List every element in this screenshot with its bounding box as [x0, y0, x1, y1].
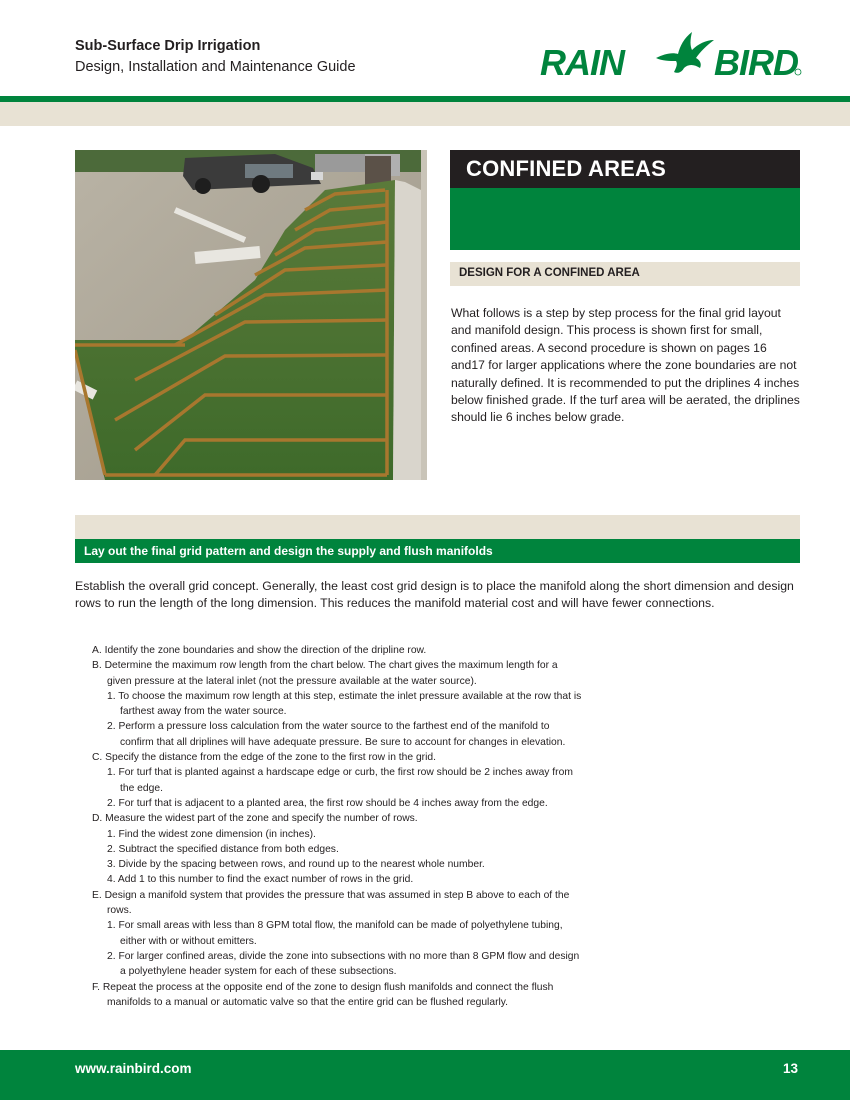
list-item: rows. [107, 905, 132, 917]
list-item: manifolds to a manual or automatic valve so that the entire grid can be flushed regularly. [107, 996, 509, 1008]
list-item: either with or without emitters. [120, 935, 257, 947]
list-item: F. Repeat the process at the opposite end of the zone to design flush manifolds and connect the flush [92, 981, 554, 993]
list-item: 2. For larger confined areas, divide the zone into subsections with no more than 8 GPM flow and design [107, 950, 580, 962]
grid-section-beige-bar [75, 515, 800, 539]
rain-bird-logo [538, 26, 804, 80]
section-title-green-band [450, 188, 800, 250]
list-item: C. Specify the distance from the edge of the zone to the first row in the grid. [92, 752, 436, 764]
list-item: 2. Subtract the specified distance from both edges. [107, 843, 339, 855]
section-title-bar [450, 150, 800, 188]
list-item: given pressure at the lateral inlet (not the pressure available at the water source). [107, 675, 477, 687]
list-item: 2. For turf that is adjacent to a planted area, the first row should be 4 inches away from the edge. [107, 797, 548, 809]
list-item: 1. Find the widest zone dimension (in inches). [107, 828, 316, 840]
section-title: CONFINED AREAS [466, 156, 666, 181]
grid-concept-paragraph: Establish the overall grid concept. Generally, the least cost grid design is to place the manifold along the short dimension and design rows to run the length of the long dimension. This reduces the manifold material cost and will have fewer connections. [75, 579, 794, 610]
subheading-text: DESIGN FOR A CONFINED AREA [459, 267, 640, 279]
list-item: B. Determine the maximum row length from the chart below. The chart gives the maximum length for a [92, 660, 558, 672]
logo-text-rain: RAIN [540, 42, 624, 80]
header-beige-band [0, 102, 850, 126]
list-item: 1. To choose the maximum row length at this step, estimate the inlet pressure available at the row that is [107, 690, 582, 702]
list-item: the edge. [120, 782, 163, 794]
page-footer [0, 1050, 850, 1100]
steps-list [92, 643, 692, 1010]
website-link[interactable]: www.rainbird.com [75, 1061, 192, 1076]
list-item: a polyethylene header system for each of these subsections. [120, 966, 397, 978]
list-item: E. Design a manifold system that provides the pressure that was assumed in step B above to each of the [92, 889, 570, 901]
list-item: D. Measure the widest part of the zone and specify the number of rows. [92, 813, 418, 825]
list-item: 1. For turf that is planted against a hardscape edge or curb, the first row should be 2 inches away from [107, 767, 573, 779]
list-item: 2. Perform a pressure loss calculation from the water source to the farthest end of the manifold to [107, 721, 550, 733]
document-subtitle: Design, Installation and Maintenance Guide [75, 59, 356, 75]
list-item: confirm that all driplines will have adequate pressure. Be sure to account for changes in elevation. [120, 736, 566, 748]
grid-section-heading: Lay out the final grid pattern and design the supply and flush manifolds [84, 544, 493, 558]
bird-icon [656, 32, 714, 73]
subheading-bar [450, 262, 800, 286]
document-title: Sub-Surface Drip Irrigation [75, 38, 261, 54]
intro-paragraph: What follows is a step by step process for the final grid layout and manifold design. This process is shown first for small, confined areas. A second procedure is shown on pages 16 and17 for larger applications where the zone boundaries are not naturally defined. It is recommended to put the driplines 4 inches below finished grade. If the turf area will be aerated, the driplines should lie 6 inches below grade. [451, 306, 800, 425]
grid-section-heading-bar [75, 539, 800, 563]
list-item: farthest away from the water source. [120, 706, 287, 718]
page-number: 13 [783, 1061, 799, 1076]
confined-area-photo [75, 150, 427, 480]
list-item: 3. Divide by the spacing between rows, and round up to the nearest whole number. [107, 859, 485, 871]
list-item: A. Identify the zone boundaries and show the direction of the dripline row. [92, 645, 427, 656]
list-item: 4. Add 1 to this number to find the exact number of rows in the grid. [107, 874, 414, 886]
logo-text-bird: BIRD [714, 42, 798, 80]
list-item: 1. For small areas with less than 8 GPM total flow, the manifold can be made of polyethylene tubing, [107, 920, 563, 932]
